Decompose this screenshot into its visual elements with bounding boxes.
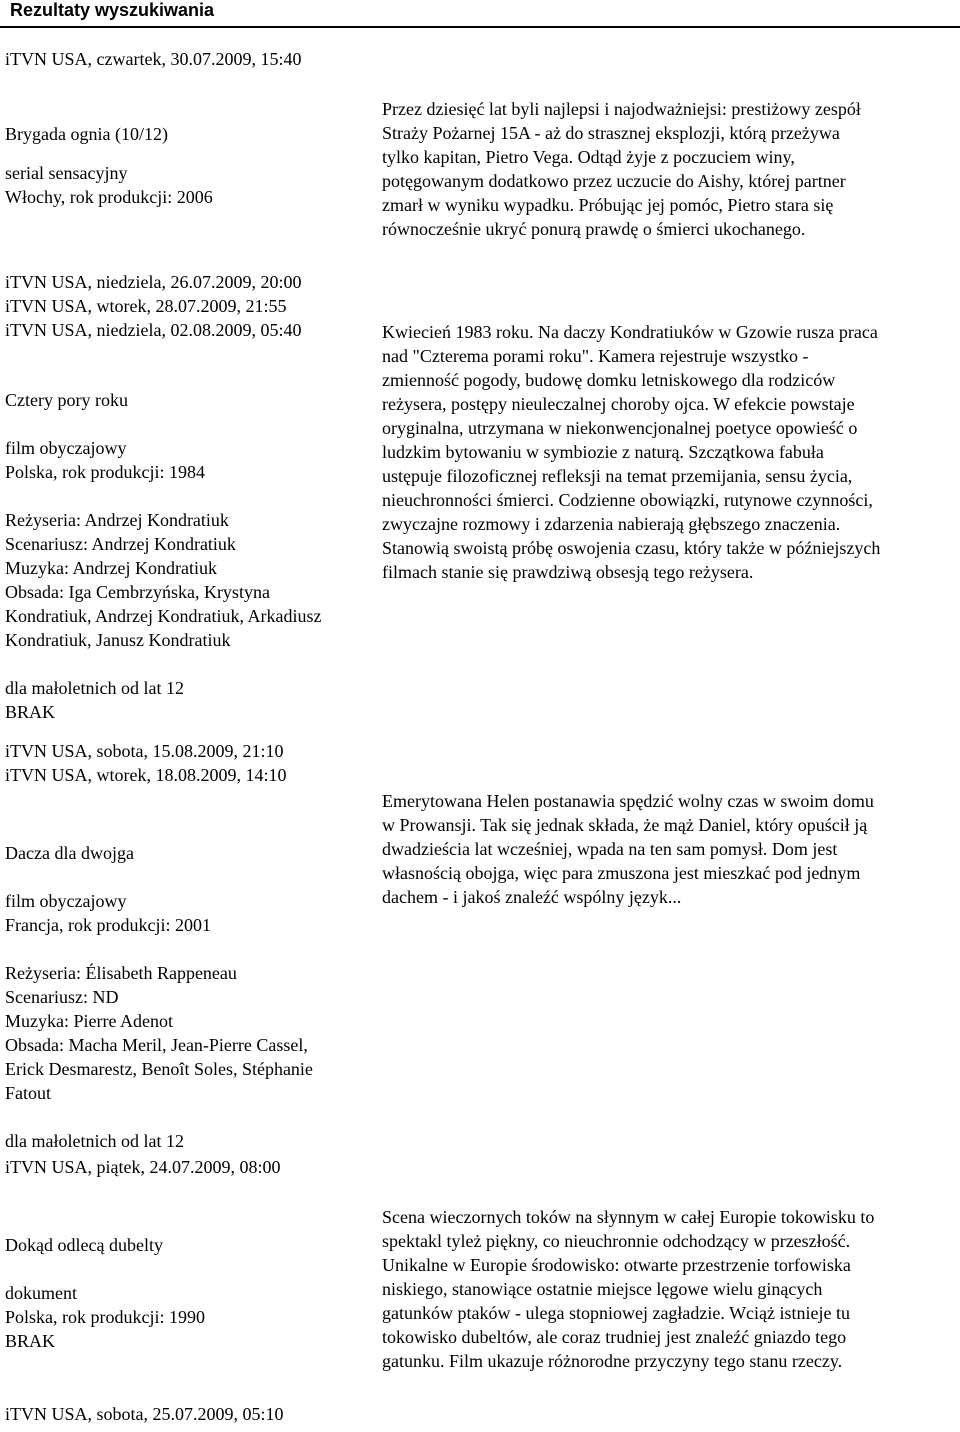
description-line: tokowisko dubeltów, ale coraz trudniej jest znaleźć gniazdo tego <box>382 1327 847 1347</box>
credit-line: Reżyseria: Élisabeth Rappeneau <box>5 963 237 983</box>
entry-cztery-pory-roku-description <box>382 320 957 584</box>
description-line: Przez dziesięć lat byli najlepsi i najodważniejsi: prestiżowy zespół <box>382 99 861 119</box>
description-line: Emerytowana Helen postanawia spędzić wolny czas w swoim domu <box>382 791 874 811</box>
program-genre: dokument <box>5 1283 77 1303</box>
entry-brygada-ognia <box>5 47 375 209</box>
airing-time: iTVN USA, niedziela, 26.07.2009, 20:00 <box>5 272 302 292</box>
credit-line: Obsada: Macha Meril, Jean-Pierre Cassel, <box>5 1035 308 1055</box>
credit-line: Obsada: Iga Cembrzyńska, Krystyna <box>5 582 270 602</box>
program-title[interactable]: Brygada ognia (10/12) <box>5 124 168 144</box>
description-line: spektakl tyleż piękny, co nieuchronnie odchodzący w przeszłość. <box>382 1231 851 1251</box>
credit-line: Muzyka: Andrzej Kondratiuk <box>5 558 217 578</box>
description-line: Scena wieczornych toków na słynnym w całej Europie tokowisku to <box>382 1207 875 1227</box>
description-line: reżysera, postępy nieuleczalnej choroby ojca. W efekcie powstaje <box>382 394 855 414</box>
credit-line: Kondratiuk, Janusz Kondratiuk <box>5 630 231 650</box>
description-line: ludzkim bytowaniu w symbiozie z naturą. Szczątkowa fabuła <box>382 442 824 462</box>
airing-time: iTVN USA, niedziela, 02.08.2009, 05:40 <box>5 320 302 340</box>
program-country-year: Francja, rok produkcji: 2001 <box>5 915 211 935</box>
page-title: Rezultaty wyszukiwania <box>10 0 215 20</box>
description-line: Unikalne w Europie środowisko: otwarte przestrzenie torfowiska <box>382 1255 851 1275</box>
description-line: własnością obojga, więc para zmuszona jest mieszkać pod jednym <box>382 863 861 883</box>
description-line: zmarł w wyniku wypadku. Próbując jej pomóc, Pietro stara się <box>382 195 834 215</box>
airing-time: iTVN USA, wtorek, 28.07.2009, 21:55 <box>5 296 287 316</box>
description-line: dwadzieścia lat wcześniej, wpada na ten sam pomysł. Dom jest <box>382 839 838 859</box>
age-rating: dla małoletnich od lat 12 <box>5 678 184 698</box>
entry-brygada-ognia-description <box>382 97 957 241</box>
description-line: gatunku. Film ukazuje różnorodne przyczyny tego stanu rzeczy. <box>382 1351 843 1371</box>
program-title[interactable]: Dokąd odlecą dubelty <box>5 1235 163 1255</box>
description-line: gatunków ptaków - ulega stopniowej zagładzie. Wciąż istnieje tu <box>382 1303 851 1323</box>
description-line: nieuchronności śmierci. Codzienne obowiązki, rutynowe czynności, <box>382 490 873 510</box>
program-genre: film obyczajowy <box>5 438 127 458</box>
description-line: tylko kapitan, Pietro Vega. Odtąd żyje z poczuciem winy, <box>382 147 795 167</box>
description-line: w Prowansji. Tak się jednak składa, że mąż Daniel, który opuścił ją <box>382 815 868 835</box>
description-line: równocześnie ukryć ponurą prawdę o śmierci ukochanego. <box>382 219 806 239</box>
credit-line: Erick Desmarestz, Benoît Soles, Stéphanie <box>5 1059 313 1079</box>
airing-time: iTVN USA, sobota, 25.07.2009, 05:10 <box>5 1404 284 1424</box>
description-line: Straży Pożarnej 15A - aż do strasznej eksplozji, którą przeżywa <box>382 123 840 143</box>
credit-line: Fatout <box>5 1083 52 1103</box>
description-line: Stanowią swoistą próbę oswojenia czasu, który także w późniejszych <box>382 538 881 558</box>
credit-line: Scenariusz: ND <box>5 987 119 1007</box>
entry-cztery-pory-roku <box>5 270 375 724</box>
program-genre: film obyczajowy <box>5 891 127 911</box>
description-line: Kwiecień 1983 roku. Na daczy Kondratiuków w Gzowie rusza praca <box>382 322 878 342</box>
description-line: niskiego, stanowiące ostatnie miejsce lęgowe wielu ginących <box>382 1279 823 1299</box>
credit-line: Kondratiuk, Andrzej Kondratiuk, Arkadiusz <box>5 606 322 626</box>
airing-time: iTVN USA, piątek, 24.07.2009, 08:00 <box>5 1157 281 1177</box>
entry-dacza-dla-dwojga-description <box>382 789 957 909</box>
header-divider <box>0 26 960 28</box>
age-rating: dla małoletnich od lat 12 <box>5 1131 184 1151</box>
program-country-year: Polska, rok produkcji: 1990 <box>5 1307 205 1327</box>
airing-time: iTVN USA, czwartek, 30.07.2009, 15:40 <box>5 49 302 69</box>
description-line: dachem - i jakoś znaleźć wspólny język... <box>382 887 682 907</box>
description-line: zmienność pogody, budowę domku letniskowego dla rodziców <box>382 370 836 390</box>
program-genre: serial sensacyjny <box>5 163 128 183</box>
extra-info: BRAK <box>5 1331 56 1351</box>
description-line: potęgowanym dodatkowo przez uczucie do Aishy, której partner <box>382 171 846 191</box>
results-header <box>0 0 960 26</box>
entry-next <box>5 1402 375 1426</box>
credit-line: Scenariusz: Andrzej Kondratiuk <box>5 534 236 554</box>
program-country-year: Włochy, rok produkcji: 2006 <box>5 187 213 207</box>
program-country-year: Polska, rok produkcji: 1984 <box>5 462 205 482</box>
credit-line: Muzyka: Pierre Adenot <box>5 1011 173 1031</box>
entry-dokad-odleca-dubelty <box>5 1155 375 1353</box>
description-line: oryginalna, utrzymana w niekonwencjonalnej poetyce opowieść o <box>382 418 858 438</box>
description-line: nad "Czterema porami roku". Kamera rejestruje wszystko - <box>382 346 809 366</box>
airing-time: iTVN USA, sobota, 15.08.2009, 21:10 <box>5 741 284 761</box>
airing-time: iTVN USA, wtorek, 18.08.2009, 14:10 <box>5 765 287 785</box>
program-title[interactable]: Dacza dla dwojga <box>5 843 134 863</box>
entry-dokad-odleca-dubelty-description <box>382 1205 957 1373</box>
credit-line: Reżyseria: Andrzej Kondratiuk <box>5 510 229 530</box>
description-line: filmach stanie się prawdziwą obsesją tego reżysera. <box>382 562 754 582</box>
description-line: zwyczajne rozmowy i zdarzenia nabierają głębszego znaczenia. <box>382 514 841 534</box>
description-line: ustępuje filozoficznej refleksji na temat przemijania, sensu życia, <box>382 466 853 486</box>
program-title[interactable]: Cztery pory roku <box>5 390 128 410</box>
entry-dacza-dla-dwojga <box>5 739 375 1153</box>
extra-info: BRAK <box>5 702 56 722</box>
